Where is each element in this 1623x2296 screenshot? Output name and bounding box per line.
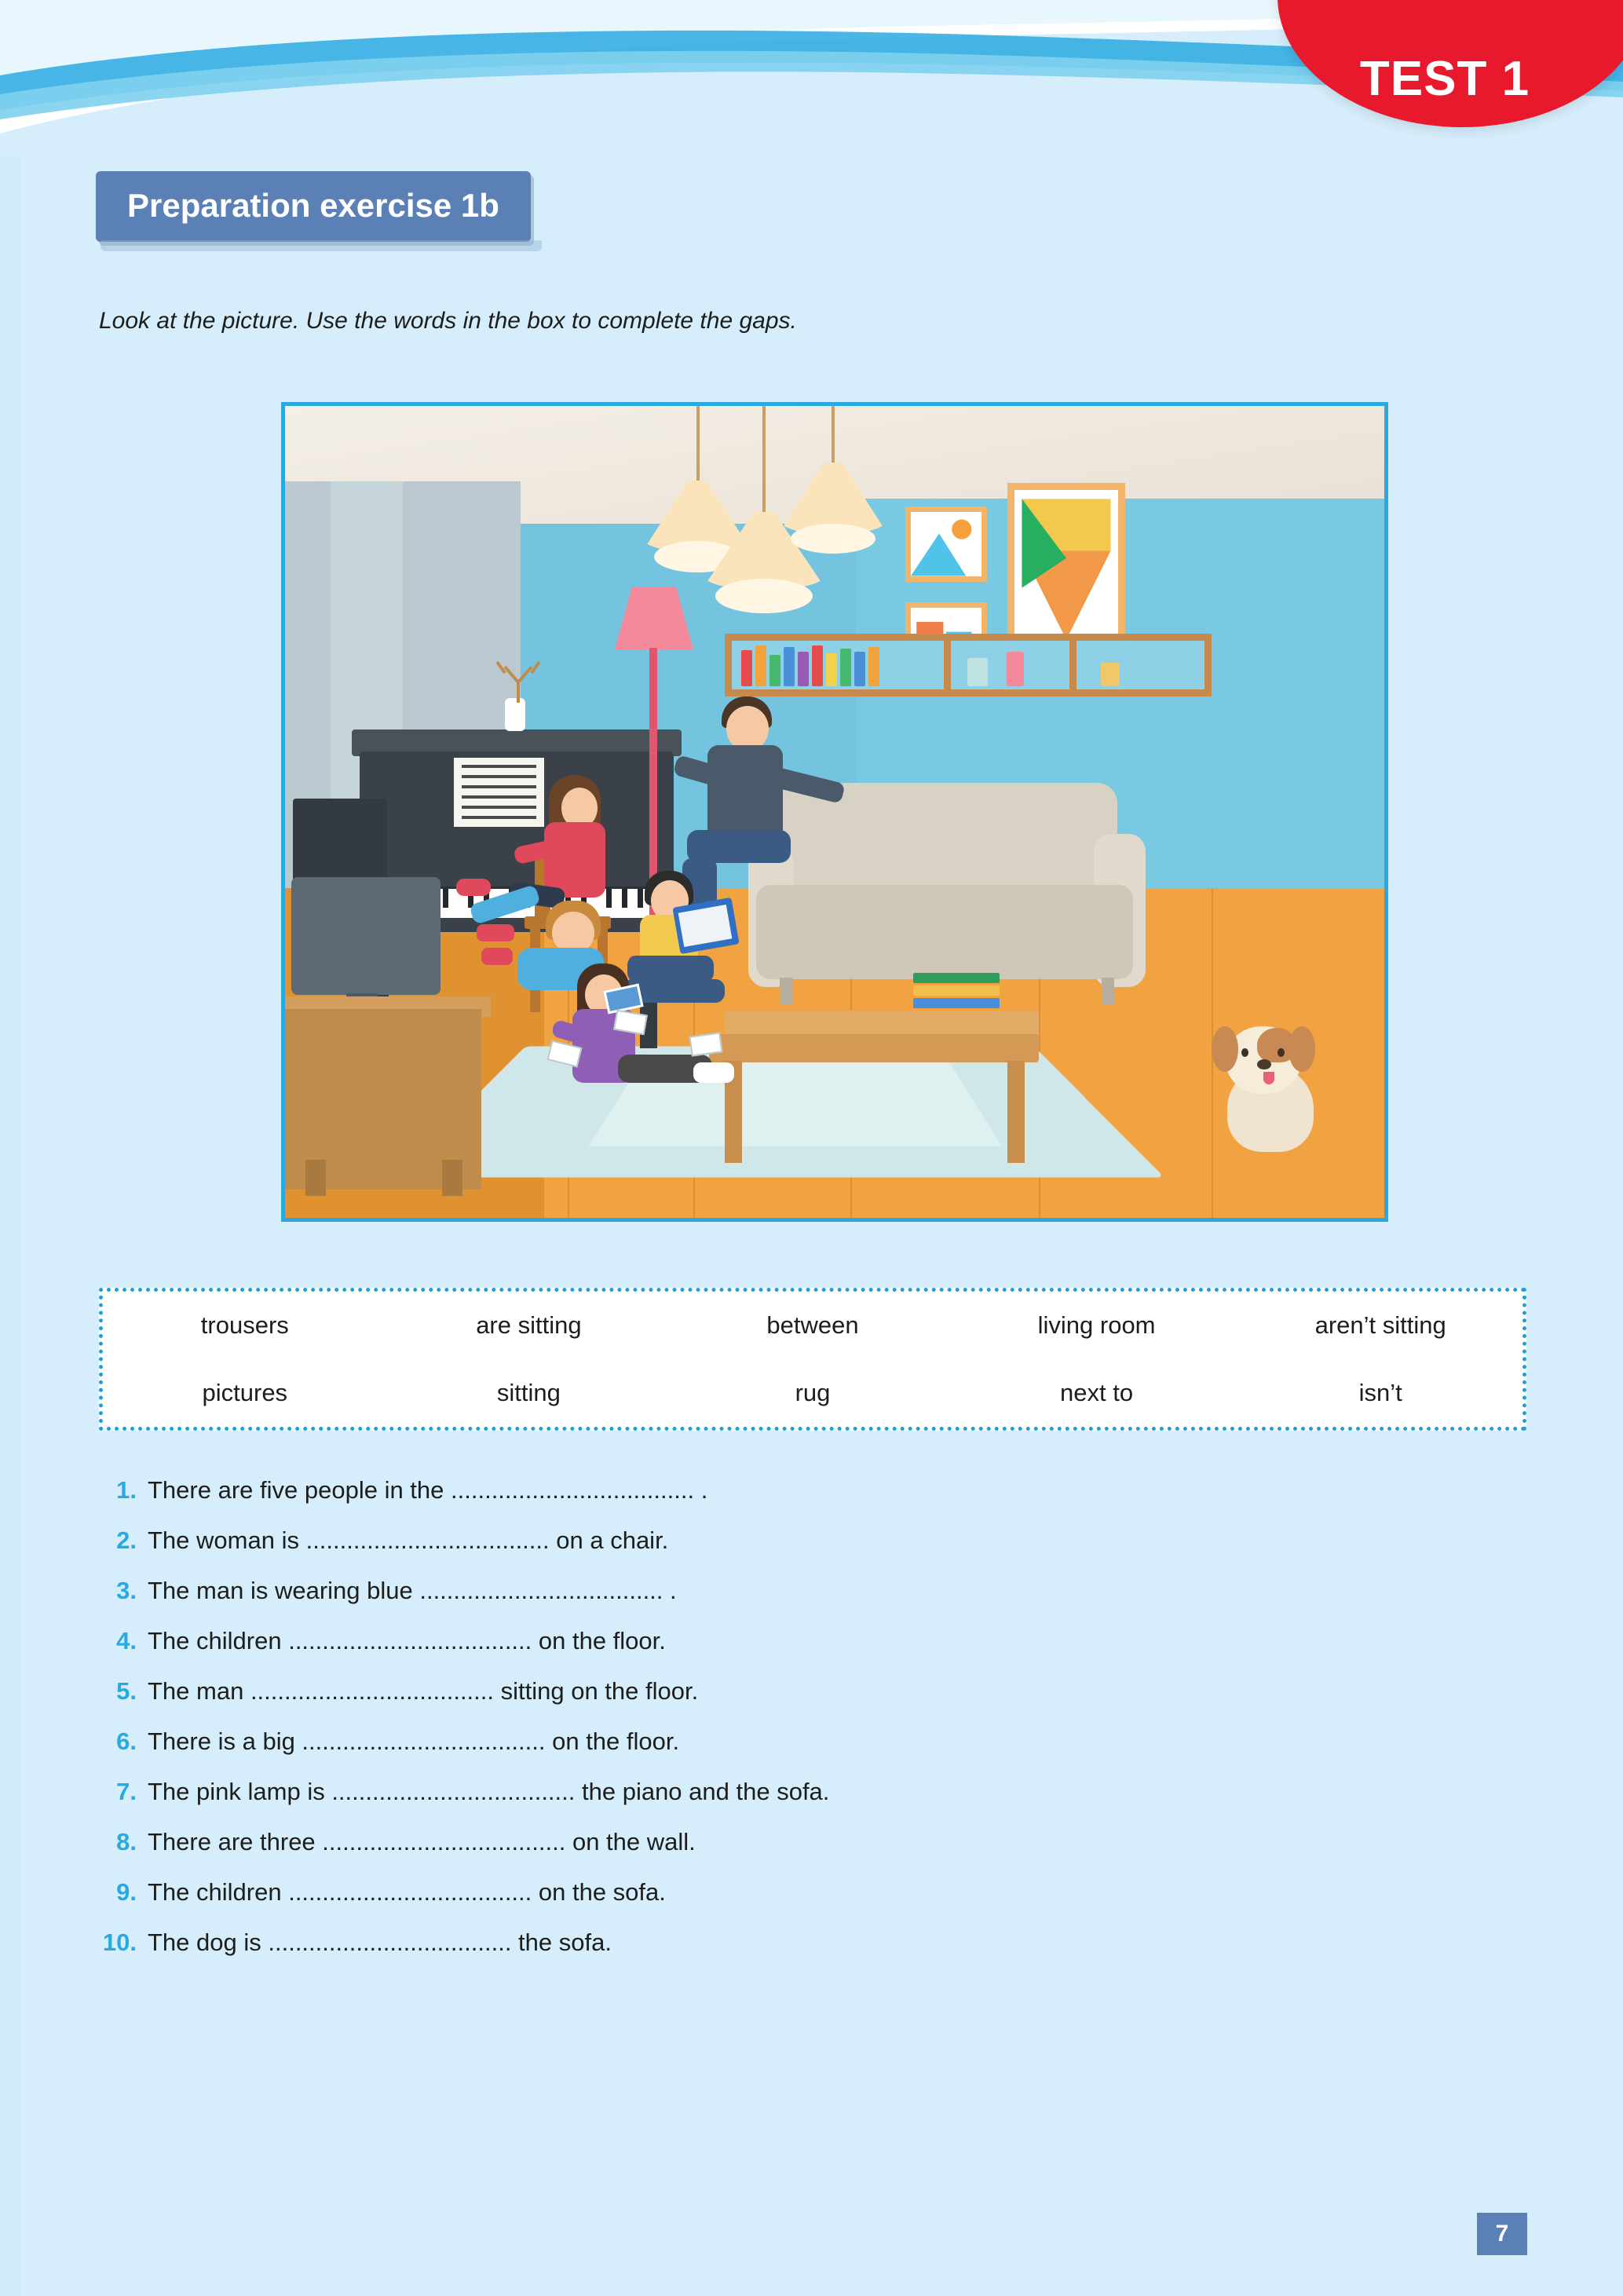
question-number: 10.: [102, 1929, 137, 1956]
question-number: 2.: [116, 1526, 137, 1554]
exercise-heading-label: Preparation exercise 1b: [96, 171, 531, 242]
question-row: [99, 1727, 1481, 1756]
wall-picture-1-art: [911, 512, 981, 576]
question-text[interactable]: The children .................................... on the floor.: [148, 1627, 666, 1654]
question-row: [99, 1476, 1481, 1504]
question-row: [99, 1627, 1481, 1655]
antler-decoration: [491, 656, 546, 703]
wall-picture-1: [905, 506, 987, 582]
shelf-divider: [944, 641, 951, 689]
word-bank-row-1: [103, 1292, 1522, 1359]
question-number: 4.: [116, 1627, 137, 1654]
dog-eye-left: [1241, 1048, 1248, 1057]
question-number: 5.: [116, 1677, 137, 1705]
girl2-shoe: [693, 1062, 734, 1083]
word-bank-item[interactable]: rug: [795, 1379, 831, 1406]
word-bank-item[interactable]: between: [766, 1311, 859, 1339]
test-badge-label: TEST 1: [1359, 52, 1530, 106]
shelf-book: [755, 645, 766, 686]
word-bank-item[interactable]: isn’t: [1358, 1379, 1402, 1406]
word-bank-item[interactable]: trousers: [200, 1311, 289, 1339]
boy-legs: [627, 956, 714, 982]
shelf-divider: [1069, 641, 1077, 689]
shelf-book: [741, 650, 752, 686]
question-row: [99, 1677, 1481, 1706]
coffee-table-top: [709, 1034, 1039, 1062]
woman-torso: [544, 822, 605, 898]
shelf-book: [798, 652, 809, 686]
shelf-box: [1101, 663, 1120, 686]
wall-picture-3-art: [1014, 490, 1118, 649]
question-text[interactable]: The children .................................... on the sofa.: [148, 1878, 666, 1906]
question-text[interactable]: The man .................................... sitting on the floor.: [148, 1677, 699, 1705]
dog-face-patch: [1257, 1028, 1296, 1062]
girl1-shoe: [456, 879, 491, 896]
sofa-leg: [1102, 978, 1114, 1004]
word-bank-box: [99, 1288, 1526, 1431]
question-text[interactable]: There is a big .................................... on the floor.: [148, 1727, 680, 1755]
page-number-badge: 7: [1477, 2213, 1527, 2255]
shelf-book: [868, 647, 879, 686]
exercise-heading: [96, 171, 531, 242]
shelf-cup: [967, 658, 988, 686]
question-number: 6.: [116, 1727, 137, 1755]
word-bank-item[interactable]: sitting: [496, 1379, 561, 1406]
question-row: [99, 1778, 1481, 1806]
cabinet-leg: [305, 1160, 326, 1196]
woman-shoe: [477, 924, 514, 941]
sofa-seat: [756, 885, 1133, 979]
pendant-cord: [832, 406, 835, 462]
wall-picture-3: [1007, 483, 1125, 656]
shelf-vase: [1007, 652, 1024, 686]
question-row: [99, 1828, 1481, 1856]
question-row: [99, 1526, 1481, 1555]
coffee-table-leg: [1007, 1061, 1025, 1163]
sofa-leg: [780, 978, 792, 1004]
shelf-book: [854, 652, 865, 686]
dog-tongue: [1263, 1072, 1274, 1084]
question-text[interactable]: The woman is .................................... on a chair.: [148, 1526, 669, 1554]
question-text[interactable]: The dog is .................................... the sofa.: [148, 1929, 612, 1956]
left-edge-band: [0, 0, 20, 2296]
question-text[interactable]: There are five people in the .................................... .: [148, 1476, 708, 1504]
table-books: [913, 973, 1000, 1011]
question-number: 3.: [116, 1577, 137, 1604]
exercise-instruction: Look at the picture. Use the words in the box to complete the gaps.: [99, 308, 797, 334]
living-room-illustration: [281, 402, 1388, 1222]
word-bank-item[interactable]: are sitting: [476, 1311, 582, 1339]
shelf-book: [812, 645, 823, 686]
playing-card: [689, 1032, 722, 1056]
pendant-cord: [762, 406, 766, 512]
question-text[interactable]: The pink lamp is .................................... the piano and the sofa.: [148, 1778, 830, 1805]
cabinet-leg: [442, 1160, 462, 1196]
word-bank-item[interactable]: next to: [1060, 1379, 1134, 1406]
woman-shoe: [481, 948, 513, 965]
television: [291, 877, 440, 995]
dog-ear-left: [1212, 1026, 1238, 1072]
wall-shelf: [725, 634, 1212, 696]
question-number: 9.: [116, 1878, 137, 1906]
dog-nose: [1257, 1059, 1271, 1069]
pendant-lamp-glow: [791, 524, 875, 554]
question-row: [99, 1878, 1481, 1907]
shelf-book: [840, 649, 851, 686]
word-bank-item[interactable]: living room: [1037, 1311, 1156, 1339]
dog-eye-right: [1278, 1048, 1285, 1057]
shelf-book: [826, 653, 837, 686]
question-number: 7.: [116, 1778, 137, 1805]
question-row: [99, 1577, 1481, 1605]
pendant-cord: [696, 406, 700, 481]
shelf-book: [769, 655, 780, 686]
pendant-lamp-glow: [715, 579, 813, 613]
vase: [505, 698, 525, 731]
question-row: [99, 1929, 1481, 1957]
question-number: 1.: [116, 1476, 137, 1504]
sheet-music: [454, 758, 544, 827]
word-bank-item[interactable]: aren’t sitting: [1314, 1311, 1446, 1339]
question-text[interactable]: The man is wearing blue .................................... .: [148, 1577, 677, 1604]
question-list: [99, 1476, 1481, 1979]
man-torso: [707, 745, 783, 841]
word-bank-row-2: [103, 1359, 1522, 1427]
shelf-book: [784, 647, 795, 686]
question-text[interactable]: There are three .................................... on the wall.: [148, 1828, 696, 1855]
word-bank-item[interactable]: pictures: [202, 1379, 288, 1406]
question-number: 8.: [116, 1828, 137, 1855]
